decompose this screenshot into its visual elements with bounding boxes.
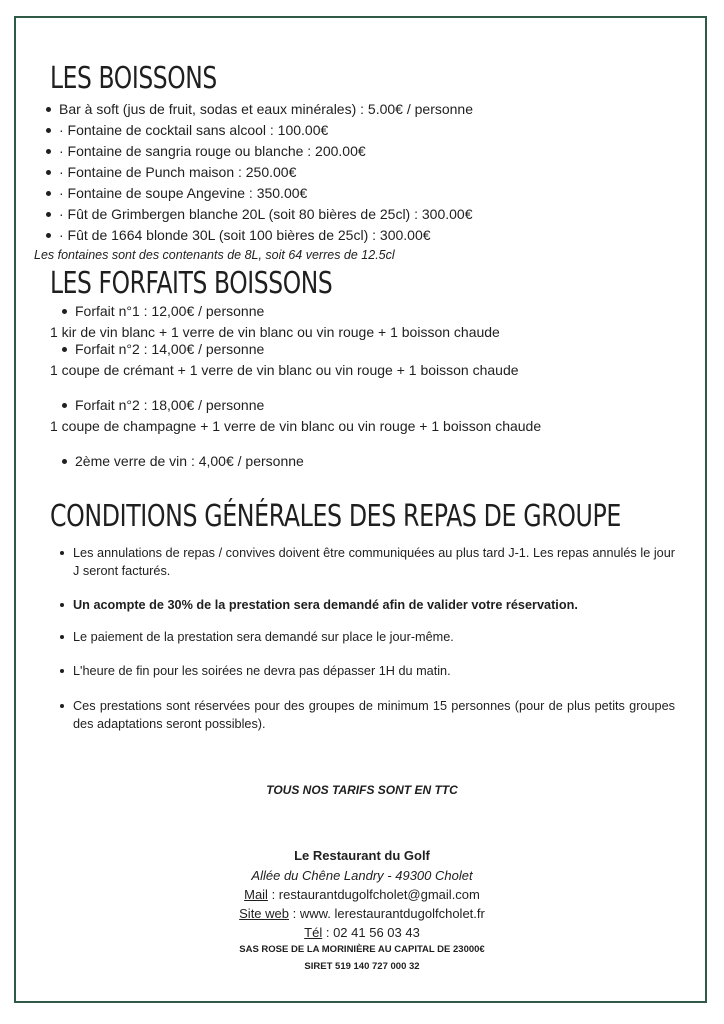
- extra-glass: [75, 451, 304, 472]
- forfait-3: [75, 395, 264, 416]
- extra-label: 2ème verre de vin : 4,00€ / personne: [75, 451, 304, 472]
- mail-label: Mail: [244, 887, 268, 902]
- boissons-heading: LES BOISSONS: [50, 61, 217, 96]
- list-item: · Fût de Grimbergen blanche 20L (soit 80 bières de 25cl) : 300.00€: [59, 204, 473, 225]
- tel-line: [0, 925, 724, 940]
- fontaines-note: Les fontaines sont des contenants de 8L, soit 64 verres de 12.5cl: [34, 248, 395, 262]
- list-item: · Fontaine de cocktail sans alcool : 100.00€: [59, 120, 473, 141]
- list-item: · Fontaine de Punch maison : 250.00€: [59, 162, 473, 183]
- list-item: · Fontaine de sangria rouge ou blanche : 200.00€: [59, 141, 473, 162]
- forfait-label: Forfait n°1 : 12,00€ / personne: [75, 301, 264, 322]
- conditions-heading: CONDITIONS GÉNÉRALES DES REPAS DE GROUPE: [50, 499, 621, 534]
- site-link[interactable]: : www. lerestaurantdugolfcholet.fr: [289, 906, 485, 921]
- forfait-detail: 1 coupe de champagne + 1 verre de vin blanc ou vin rouge + 1 boisson chaude: [50, 418, 542, 434]
- site-line: [0, 906, 724, 921]
- forfait-label: Forfait n°2 : 18,00€ / personne: [75, 395, 264, 416]
- condition-item: Ces prestations sont réservées pour des groupes de minimum 15 personnes (pour de plus petits groupes des adaptations seront possibles).: [73, 699, 675, 731]
- list-item: Bar à soft (jus de fruit, sodas et eaux minérales) : 5.00€ / personne: [59, 99, 473, 120]
- forfait-detail: 1 kir de vin blanc + 1 verre de vin blanc ou vin rouge + 1 boisson chaude: [50, 324, 500, 340]
- list-item: · Fontaine de soupe Angevine : 350.00€: [59, 183, 473, 204]
- tarifs-note: TOUS NOS TARIFS SONT EN TTC: [266, 783, 458, 797]
- forfait-label: Forfait n°2 : 14,00€ / personne: [75, 339, 264, 360]
- tel-label: Tél: [304, 925, 323, 940]
- siret: SIRET 519 140 727 000 32: [304, 961, 420, 972]
- condition-item: Le paiement de la prestation sera demandé sur place le jour-même.: [73, 628, 675, 646]
- mail-line: [0, 887, 724, 902]
- address: Allée du Chêne Landry - 49300 Cholet: [251, 868, 473, 883]
- condition-item: Un acompte de 30% de la prestation sera demandé afin de valider votre réservation.: [73, 596, 675, 614]
- forfait-detail: 1 coupe de crémant + 1 verre de vin blanc ou vin rouge + 1 boisson chaude: [50, 362, 519, 378]
- mail-link[interactable]: : restaurantdugolfcholet@gmail.com: [267, 887, 480, 902]
- site-label: Site web: [239, 906, 290, 921]
- boissons-list: [59, 99, 473, 246]
- forfaits-heading: LES FORFAITS BOISSONS: [50, 266, 333, 301]
- condition-item: Les annulations de repas / convives doivent être communiquées au plus tard J-1. Les repas annulés le jour J seront facturés.: [73, 546, 675, 578]
- restaurant-name: Le Restaurant du Golf: [294, 848, 430, 863]
- tel-link[interactable]: : 02 41 56 03 43: [322, 925, 420, 940]
- condition-item: L'heure de fin pour les soirées ne devra pas dépasser 1H du matin.: [73, 662, 675, 680]
- list-item: · Fût de 1664 blonde 30L (soit 100 bières de 25cl) : 300.00€: [59, 225, 473, 246]
- forfait-2: [75, 339, 264, 360]
- forfait-1: [75, 301, 264, 322]
- company-info: SAS ROSE DE LA MORINIÈRE AU CAPITAL DE 23000€: [239, 944, 485, 955]
